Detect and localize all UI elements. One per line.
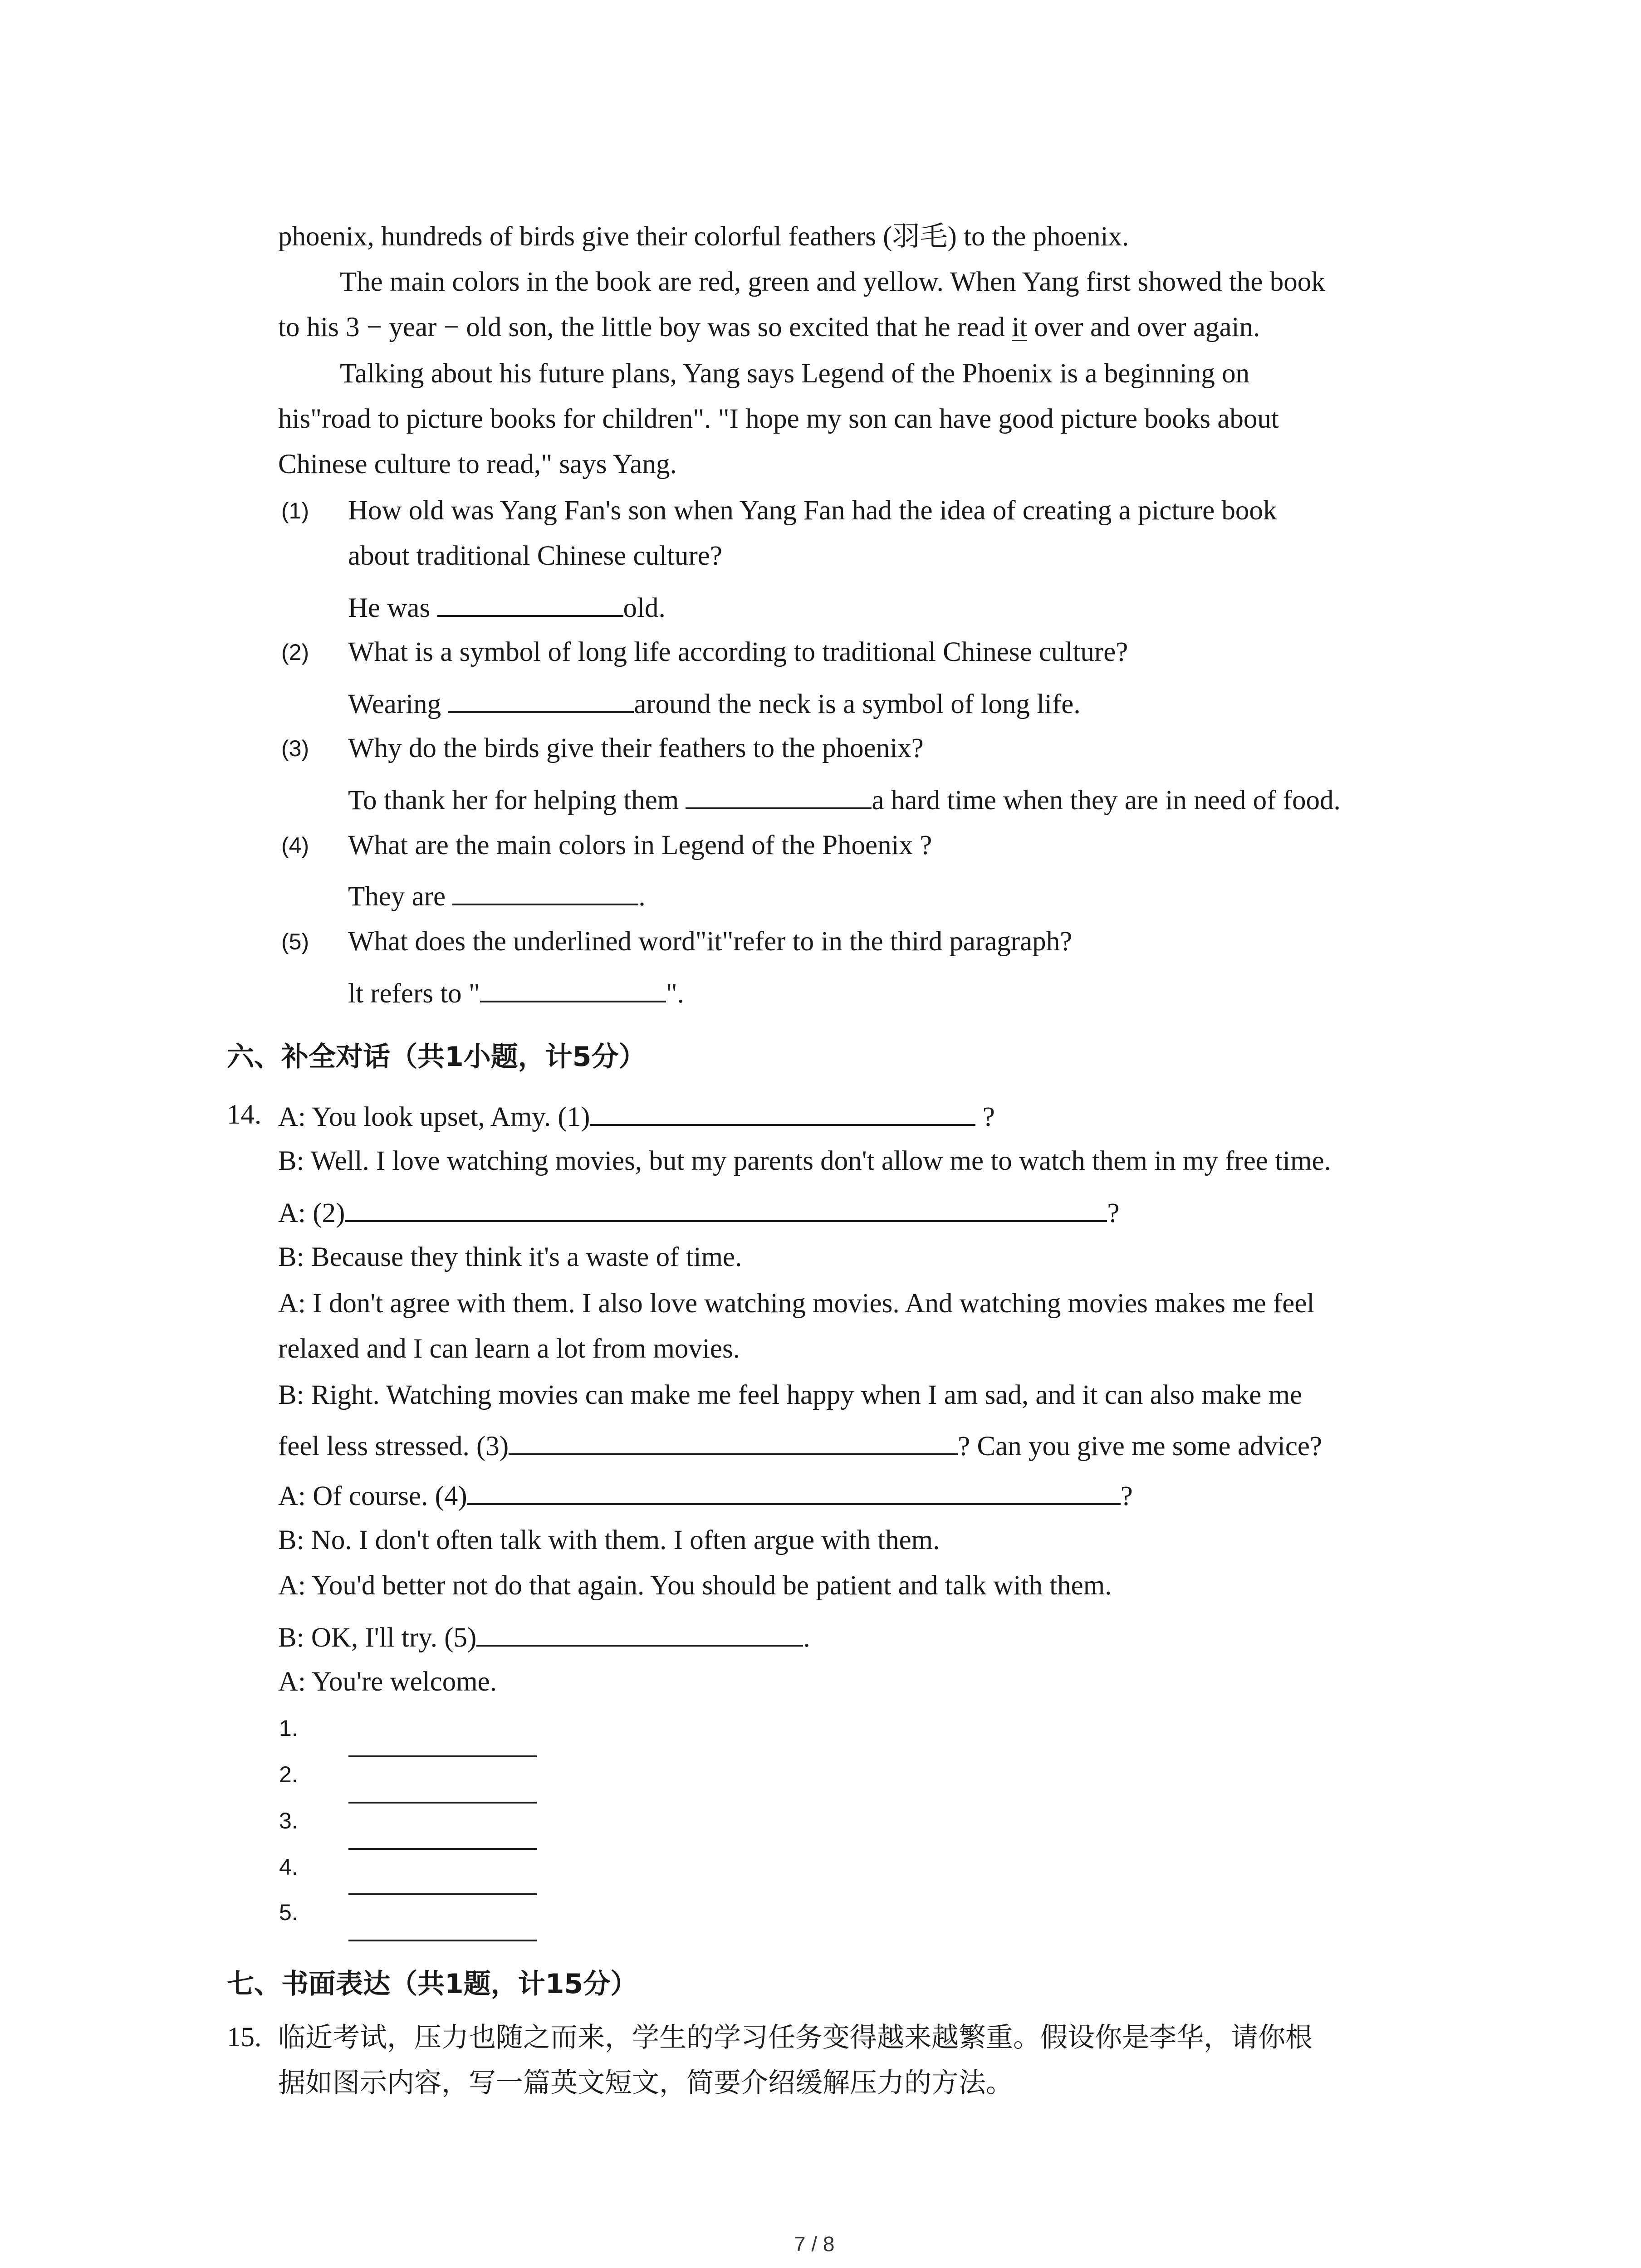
question-number: (5) — [281, 929, 309, 954]
underlined-word-it: it — [1012, 312, 1028, 342]
question-number: (2) — [281, 640, 309, 665]
answer-line — [348, 876, 646, 915]
dialogue-blank-5[interactable] — [476, 1618, 803, 1647]
dialogue-line-7: B: Right. Watching movies can make me feel happy when I am sad, and it can also make me — [278, 1380, 1303, 1410]
answer-prefix: They are — [348, 881, 453, 912]
dialogue-text: A: You look upset, Amy. (1) — [278, 1102, 590, 1132]
answer-line — [348, 588, 666, 626]
dialogue-text: A: (2) — [278, 1198, 345, 1228]
answer-number: 4. — [279, 1854, 298, 1880]
dialogue-line-6: relaxed and I can learn a lot from movies. — [278, 1334, 740, 1364]
answer-suffix: old. — [623, 593, 666, 623]
answer-line — [348, 684, 1081, 723]
answer-prefix: He was — [348, 593, 437, 623]
dialogue-line-2: B: Well. I love watching movies, but my parents don't allow me to watch them in my free time. — [278, 1146, 1331, 1176]
dialogue-line-1 — [278, 1097, 995, 1135]
section-heading: 七、书面表达（共1题，计15分） — [227, 1968, 638, 2000]
section-heading: 六、补全对话（共1小题，计5分） — [227, 1041, 646, 1073]
dialogue-blank-2[interactable] — [345, 1193, 1107, 1222]
dialogue-line-10: B: No. I don't often talk with them. I often argue with them. — [278, 1525, 940, 1555]
passage-line-6: Chinese culture to read," says Yang. — [278, 449, 677, 479]
question-text: What is a symbol of long life according to traditional Chinese culture? — [348, 637, 1128, 667]
answer-blank[interactable] — [348, 1848, 537, 1850]
answer-line — [348, 973, 684, 1012]
dialogue-text: ? — [1120, 1481, 1133, 1511]
answer-blank[interactable] — [348, 1893, 537, 1895]
answer-blank[interactable] — [686, 780, 872, 809]
question-number: (3) — [281, 736, 309, 761]
dialogue-blank-4[interactable] — [467, 1476, 1121, 1505]
dialogue-text: ? — [975, 1102, 995, 1132]
question-number: (4) — [281, 833, 309, 858]
answer-number: 1. — [279, 1716, 298, 1741]
answer-prefix: To thank her for helping them — [348, 785, 686, 816]
question-text: How old was Yang Fan's son when Yang Fan had the idea of creating a picture book — [348, 495, 1277, 526]
answer-blank[interactable] — [448, 684, 634, 713]
writing-prompt-line-2: 据如图示内容，写一篇英文短文，简要介绍缓解压力的方法。 — [278, 2067, 1013, 2099]
answer-blank[interactable] — [452, 876, 638, 905]
dialogue-line-9 — [278, 1476, 1133, 1515]
dialogue-blank-1[interactable] — [590, 1097, 975, 1126]
dialogue-text: ? — [1107, 1198, 1120, 1228]
answer-blank[interactable] — [348, 1940, 537, 1941]
answer-number: 3. — [279, 1808, 298, 1833]
answer-number: 5. — [279, 1900, 298, 1925]
passage-line-3-a: to his 3 − year − old son, the little boy was so excited that he read — [278, 312, 1012, 342]
dialogue-line-12 — [278, 1618, 810, 1656]
dialogue-line-5: A: I don't agree with them. I also love watching movies. And watching movies makes me feel — [278, 1288, 1315, 1319]
dialogue-text: feel less stressed. (3) — [278, 1431, 509, 1461]
dialogue-text: ? Can you give me some advice? — [958, 1431, 1323, 1461]
question-text: What does the underlined word"it"refer to in the third paragraph? — [348, 926, 1073, 957]
answer-line — [348, 780, 1341, 819]
answer-number: 2. — [279, 1762, 298, 1787]
answer-prefix: Wearing — [348, 689, 448, 719]
answer-suffix: around the neck is a symbol of long life. — [634, 689, 1081, 719]
passage-line-4: Talking about his future plans, Yang says Legend of the Phoenix is a beginning on — [340, 358, 1250, 389]
writing-prompt-line-1: 临近考试，压力也随之而来，学生的学习任务变得越来越繁重。假设你是李华，请你根 — [278, 2022, 1313, 2053]
passage-line-5: his"road to picture books for children". "I hope my son can have good picture books about — [278, 404, 1279, 434]
answer-blank[interactable] — [480, 973, 666, 1002]
answer-prefix: lt refers to " — [348, 978, 480, 1009]
dialogue-blank-3[interactable] — [509, 1426, 958, 1455]
question-number-14: 14. — [227, 1100, 262, 1130]
question-number-15: 15. — [227, 2022, 262, 2053]
passage-line-2: The main colors in the book are red, green and yellow. When Yang first showed the book — [340, 267, 1325, 297]
answer-suffix: a hard time when they are in need of food. — [872, 785, 1341, 816]
dialogue-text: A: Of course. (4) — [278, 1481, 467, 1511]
dialogue-line-13: A: You're welcome. — [278, 1667, 497, 1697]
dialogue-text: . — [803, 1623, 810, 1653]
dialogue-line-11: A: You'd better not do that again. You should be patient and talk with them. — [278, 1570, 1112, 1601]
answer-blank[interactable] — [348, 1755, 537, 1757]
question-number: (1) — [281, 498, 309, 523]
passage-line-3-b: over and over again. — [1027, 312, 1260, 342]
answer-suffix: . — [638, 881, 646, 912]
dialogue-line-3 — [278, 1193, 1119, 1232]
answer-blank[interactable] — [437, 588, 623, 617]
page-number: 7 / 8 — [794, 2232, 835, 2256]
question-text-cont: about traditional Chinese culture? — [348, 541, 722, 571]
answer-suffix: ". — [666, 978, 684, 1009]
question-text: Why do the birds give their feathers to the phoenix? — [348, 733, 924, 763]
dialogue-line-8 — [278, 1426, 1322, 1465]
question-text: What are the main colors in Legend of the Phoenix ? — [348, 830, 932, 860]
passage-line-3 — [278, 309, 1260, 346]
answer-blank[interactable] — [348, 1802, 537, 1804]
dialogue-text: B: OK, I'll try. (5) — [278, 1623, 477, 1653]
dialogue-line-4: B: Because they think it's a waste of time. — [278, 1242, 742, 1272]
passage-line-1: phoenix, hundreds of birds give their colorful feathers (羽毛) to the phoenix. — [278, 221, 1129, 252]
